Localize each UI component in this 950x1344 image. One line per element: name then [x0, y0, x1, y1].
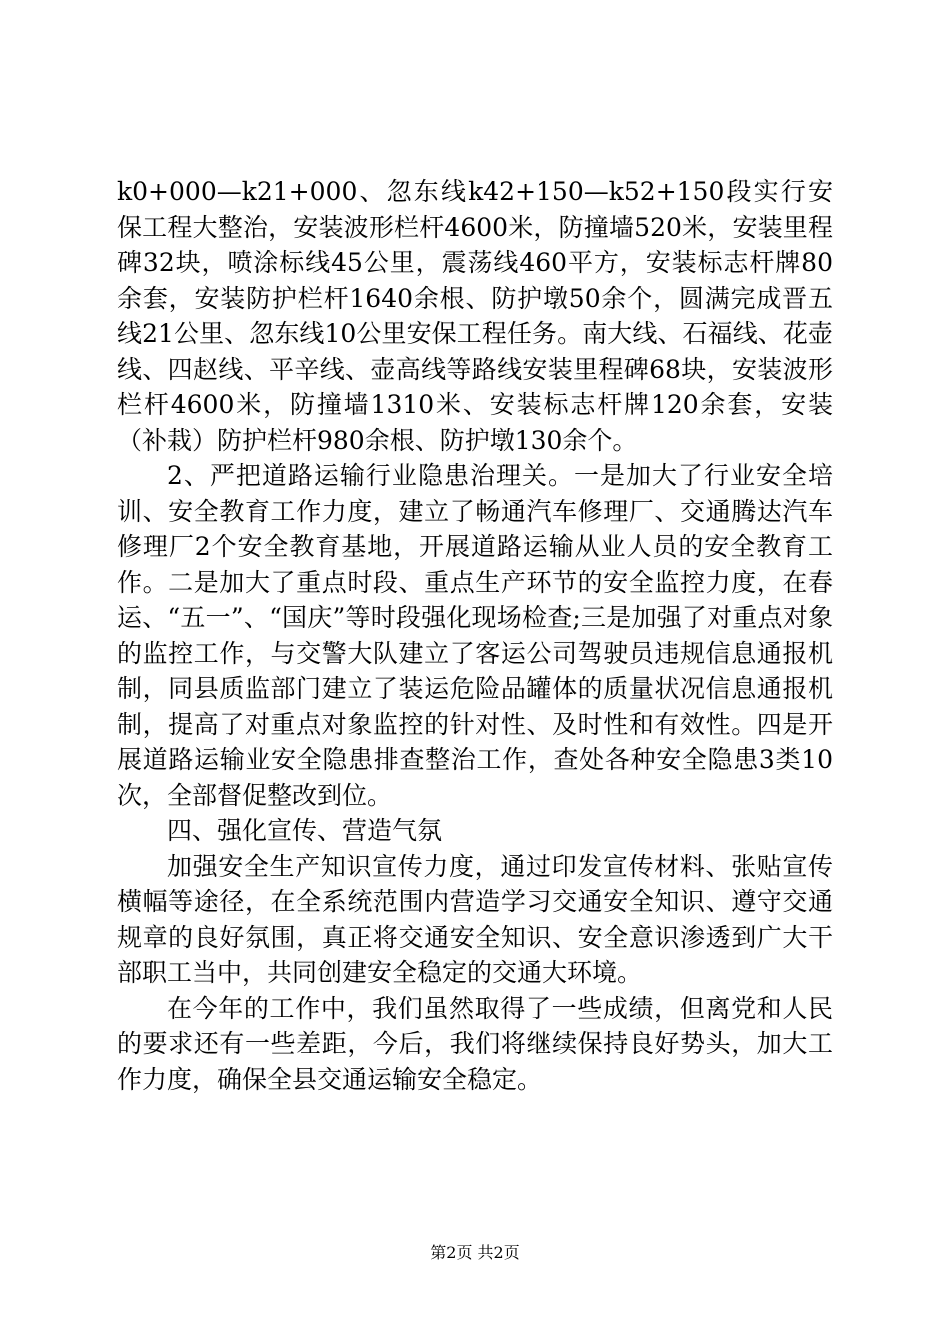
section-heading-publicity: 四、强化宣传、营造气氛: [167, 816, 443, 845]
paragraph-conclusion: 在今年的工作中，我们虽然取得了一些成绩，但离党和人民的要求还有一些差距，今后，我们将继续保持良好势头，加大工作力度，确保全县交通运输安全稳定。: [117, 993, 833, 1094]
paragraph-publicity: 加强安全生产知识宣传力度，通过印发宣传材料、张贴宣传横幅等途径，在全系统范围内营造学习交通安全知识、遵守交通规章的良好氛围，真正将交通安全知识、安全意识渗透到广大干部职工当中，共同创建安全稳定的交通大环境。: [117, 851, 833, 987]
paragraph-transport-hazard: 2、严把道路运输行业隐患治理关。一是加大了行业安全培训、安全教育工作力度，建立了畅通汽车修理厂、交通腾达汽车修理厂2个安全教育基地，开展道路运输从业人员的安全教育工作。二是加大了重点时段、重点生产环节的安全监控力度，在春运、“五一”、“国庆”等时段强化现场检查;三是加强了对重点对象的监控工作，与交警大队建立了客运公司驾驶员违规信息通报机制，同县质监部门建立了装运危险品罐体的质量状况信息通报机制，提高了对重点对象监控的针对性、及时性和有效性。四是开展道路运输业安全隐患排查整治工作，查处各种安全隐患3类10次，全部督促整改到位。: [117, 461, 833, 810]
paragraph-safety-works: k0+000—k21+000、忽东线k42+150—k52+150段实行安保工程大整治，安装波形栏杆4600米，防撞墙520米，安装里程碑32块，喷涂标线45公里，震荡线460平方，安装标志杆牌80余套，安装防护栏杆1640余根、防护墩50余个，圆满完成晋五线21公里、忽东线10公里安保工程任务。南大线、石福线、花壶线、四赵线、平辛线、壶高线等路线安装里程碑68块，安装波形栏杆4600米，防撞墙1310米、安装标志杆牌120余套，安装（补栽）防护栏杆980余根、防护墩130余个。: [117, 177, 833, 455]
page-number-footer: 第2页 共2页: [430, 1243, 520, 1262]
document-body: [117, 174, 833, 1097]
